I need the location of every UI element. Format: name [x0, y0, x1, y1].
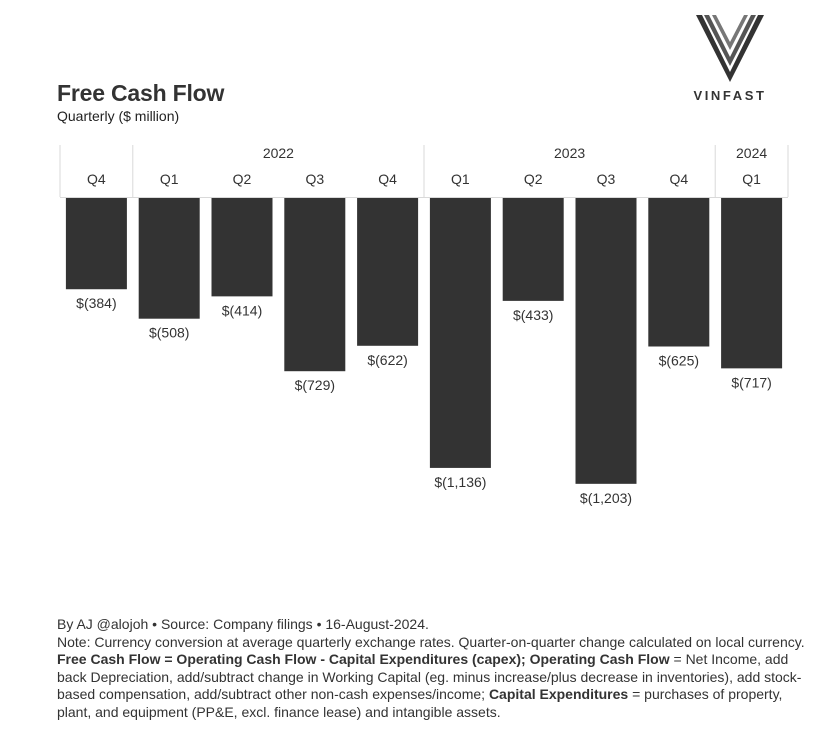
data-label: $(717) — [731, 374, 772, 391]
chart-title: Free Cash Flow — [57, 80, 225, 106]
quarter-label: Q1 — [159, 171, 179, 187]
quarter-label: Q1 — [742, 171, 761, 187]
quarter-label: Q3 — [596, 171, 616, 187]
bar — [212, 198, 273, 296]
quarter-label: Q2 — [523, 171, 543, 187]
data-label: $(622) — [367, 351, 408, 368]
quarter-label: Q2 — [232, 171, 252, 187]
chart-subtitle: Quarterly ($ million) — [57, 108, 180, 124]
bar — [66, 198, 127, 289]
ocf-definition: = Net Income, add back Depreciation, add/subtract change in Working Capital (eg. minus increase/plus decrease in inventories), add stock-based compensation, add/subtract other non-cash expenses/income; — [57, 651, 802, 702]
bar — [721, 198, 782, 368]
quarter-label: Q1 — [451, 171, 470, 187]
quarter-label: Q4 — [378, 171, 397, 187]
logo-wordmark: VINFAST — [693, 88, 767, 103]
bar — [357, 198, 418, 346]
capex-term: Capital Expenditures — [488, 686, 629, 702]
note-intro: Note: Currency conversion at average quarterly exchange rates. Quarter-on-quarter change calculated on local currency. — [57, 633, 805, 650]
quarter-label: Q3 — [305, 171, 325, 187]
bar — [139, 198, 200, 319]
footer-byline: By AJ @alojoh • Source: Company filings • 16-August-2024. — [57, 616, 429, 632]
quarter-label: Q4 — [87, 171, 106, 187]
bar — [648, 198, 709, 347]
year-label: 2023 — [554, 145, 586, 161]
bar — [430, 198, 491, 468]
year-label: 2024 — [736, 145, 768, 161]
data-label: $(1,136) — [434, 473, 487, 490]
capex-definition: = purchases of property, plant, and equipment (PP&E, excl. finance lease) and intangible assets. — [57, 686, 783, 720]
bar — [284, 198, 345, 371]
bar — [503, 198, 564, 301]
data-label: $(384) — [76, 295, 117, 312]
footer-notes — [57, 616, 807, 721]
quarter-label: Q4 — [669, 171, 689, 187]
data-label: $(625) — [658, 352, 700, 369]
footer-note — [57, 634, 807, 722]
fcf-definition: Free Cash Flow = Operating Cash Flow - Capital Expenditures (capex); Operating Cash Flow — [57, 651, 670, 667]
data-label: $(508) — [148, 324, 190, 341]
data-label: $(729) — [294, 377, 336, 394]
data-label: $(414) — [221, 302, 263, 319]
data-label: $(1,203) — [579, 489, 633, 506]
bar — [576, 198, 637, 484]
data-label: $(433) — [512, 306, 554, 323]
year-label: 2022 — [262, 145, 294, 161]
